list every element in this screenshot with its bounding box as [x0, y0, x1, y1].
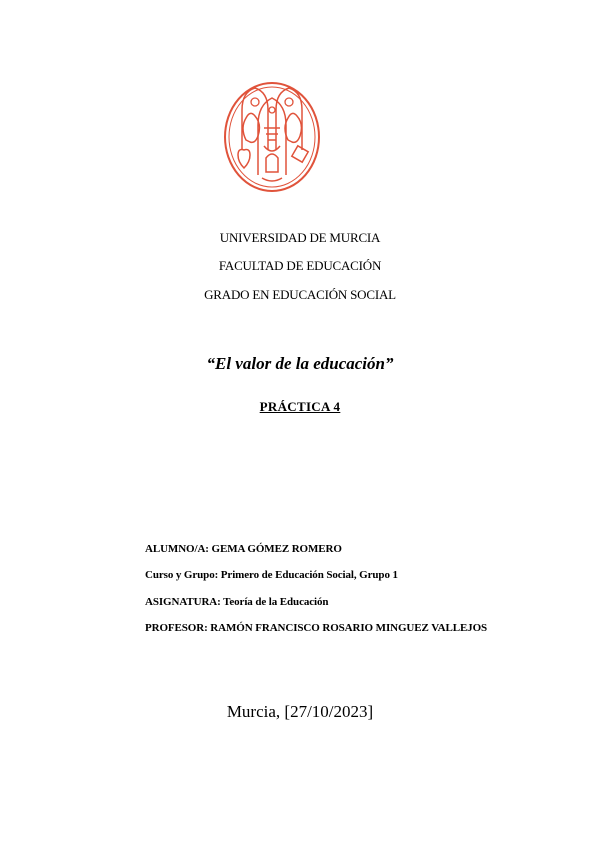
- university-seal-icon: [222, 80, 322, 195]
- document-title: “El valor de la educación”: [206, 354, 394, 373]
- professor-line: PROFESOR: RAMÓN FRANCISCO ROSARIO MINGUEZ VALLEJOS: [145, 622, 488, 634]
- student-line: ALUMNO/A: GEMA GÓMEZ ROMERO: [145, 543, 342, 555]
- place-date: Murcia, [27/10/2023]: [226, 702, 374, 721]
- course-group-line: Curso y Grupo: Primero de Educación Social, Grupo 1: [145, 569, 398, 581]
- faculty-name: FACULTAD DE EDUCACIÓN: [218, 258, 382, 273]
- degree-name: GRADO EN EDUCACIÓN SOCIAL: [204, 287, 396, 302]
- subject-line: ASIGNATURA: Teoría de la Educación: [145, 596, 329, 608]
- university-name: UNIVERSIDAD DE MURCIA: [219, 230, 381, 245]
- document-subtitle: PRÁCTICA 4: [259, 399, 341, 414]
